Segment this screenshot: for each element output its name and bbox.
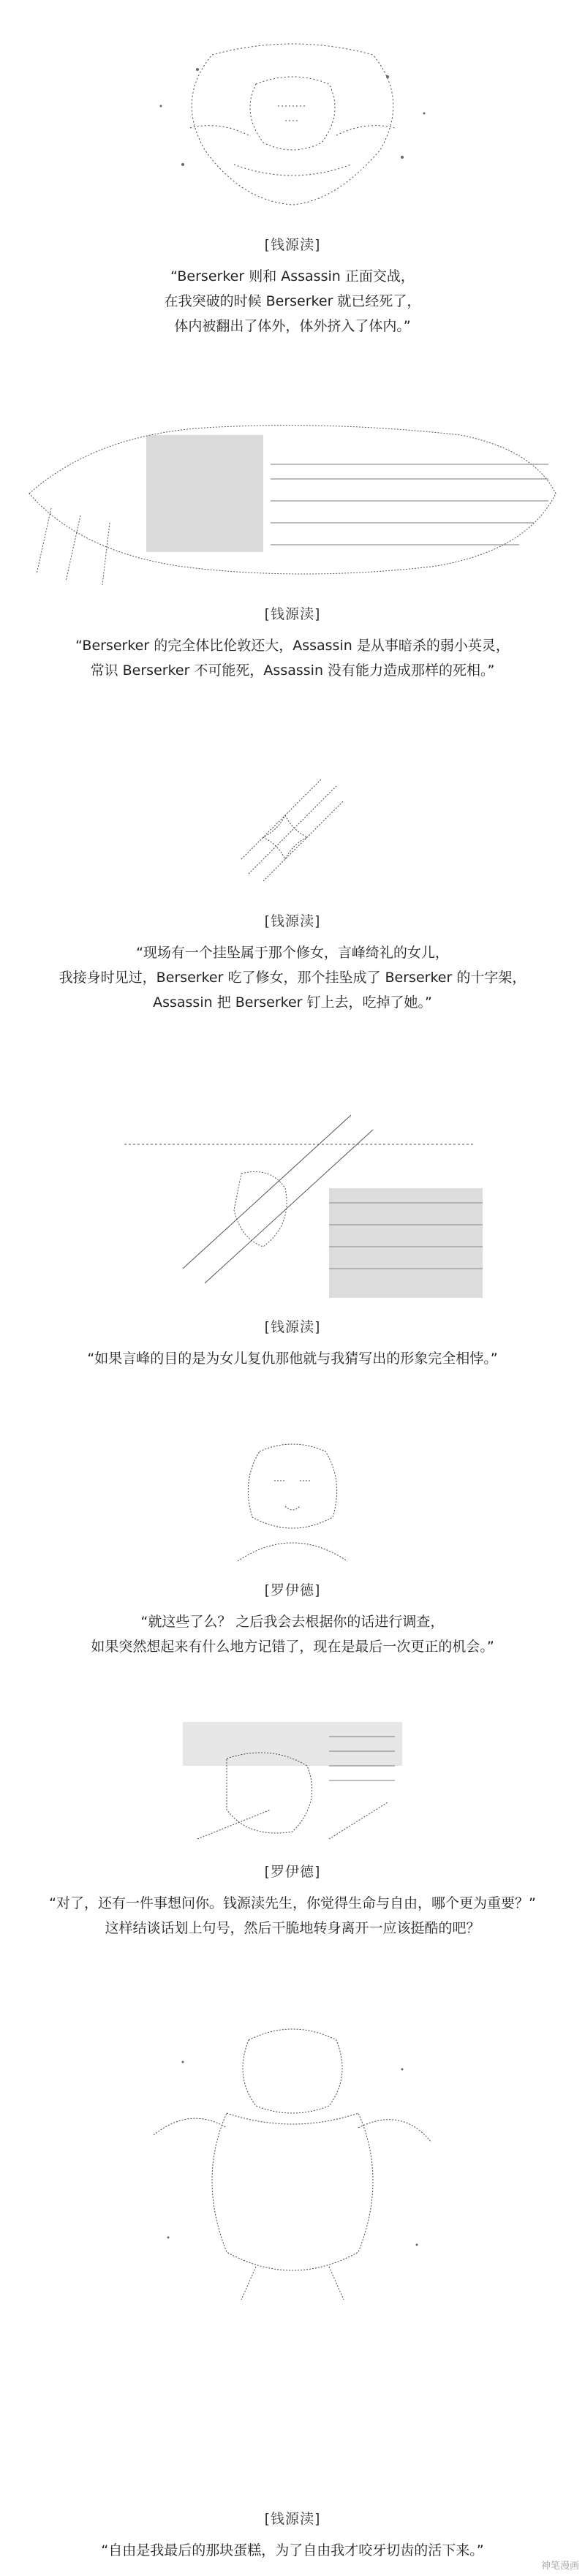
- dialogue-line: “现场有一个挂坠属于那个修女，言峰绮礼的女儿，: [136, 945, 449, 961]
- watermark: 神笔漫画: [540, 2561, 579, 2572]
- dialogue-line: 常识 Berserker 不可能死，Assassin 没有能力造成那样的死相。”: [90, 662, 495, 679]
- ascii-art-figure-7: [139, 2018, 446, 2303]
- speaker-label: [罗伊德]: [264, 1582, 321, 1598]
- speaker-label: [钱源渎]: [264, 2511, 321, 2527]
- dialogue-block-7: [0, 2508, 585, 2563]
- dialogue-line: “Berserker 的完全体比伦敦还大，Assassin 是从事暗杀的弱小英灵，: [75, 638, 510, 654]
- dialogue-line: “就这些了么？ 之后我会去根据你的话进行调查，: [140, 1614, 445, 1630]
- dialogue-line: 我接身时见过，Berserker 吃了修女，那个挂坠成了 Berserker 的十字架，: [58, 970, 526, 986]
- speaker-label: [钱源渎]: [264, 1319, 321, 1335]
- ascii-art-figure-1: [146, 40, 439, 212]
- dialogue-block-1: [0, 234, 585, 339]
- dialogue-line: 体内被翻出了体外，体外挤入了体内。”: [174, 318, 411, 334]
- speaker-label: [钱源渎]: [264, 913, 321, 929]
- dialogue-block-5: [0, 1579, 585, 1659]
- dialogue-line: “对了，还有一件事想问你。钱源渎先生，你觉得生命与自由，哪个更为重要？”: [49, 1895, 536, 1911]
- dialogue-block-3: [0, 910, 585, 1015]
- ascii-art-figure-5: [216, 1437, 369, 1568]
- dialogue-line: “自由是我最后的那块蛋糕，为了自由我才咬牙切齿的活下来。”: [101, 2542, 484, 2558]
- ascii-art-figure-3: [219, 771, 366, 892]
- speaker-label: [钱源渎]: [264, 606, 321, 622]
- dialogue-block-2: [0, 603, 585, 683]
- dialogue-block-4: [0, 1316, 585, 1371]
- dialogue-line: “如果言峰的目的是为女儿复仇那他就与我猜写出的形象完全相悖。”: [87, 1351, 498, 1367]
- dialogue-block-6: [0, 1861, 585, 1941]
- ascii-art-figure-6: [183, 1722, 402, 1846]
- ascii-art-figure-4: [110, 1100, 490, 1302]
- speaker-label: [钱源渎]: [264, 237, 321, 253]
- dialogue-line: 在我突破的时候 Berserker 就已经死了，: [164, 293, 421, 309]
- dialogue-line: 这样结谈话划上句号，然后干脆地转身离开一应该挺酷的吧？: [105, 1920, 480, 1936]
- speaker-label: [罗伊德]: [264, 1864, 321, 1880]
- dialogue-line: “Berserker 则和 Assassin 正面交战，: [170, 268, 415, 284]
- dialogue-line: Assassin 把 Berserker 钉上去，吃掉了她。”: [153, 994, 432, 1011]
- ascii-art-figure-2: [22, 406, 563, 589]
- dialogue-line: 如果突然想起来有什么地方记错了，现在是最后一次更正的机会。”: [91, 1639, 494, 1655]
